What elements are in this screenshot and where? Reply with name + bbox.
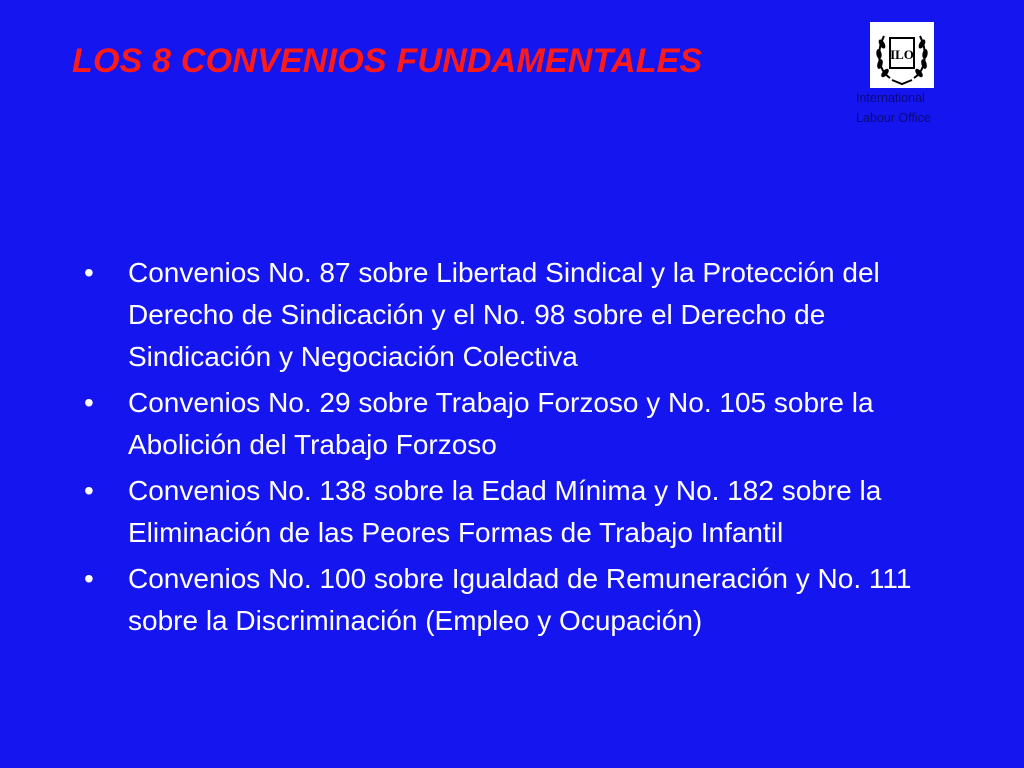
list-item-text: Convenios No. 87 sobre Libertad Sindical y la Protección del Derecho de Sindicación y el No. 98 sobre el Derecho de Sindicación y Negociación Colectiva — [128, 257, 880, 372]
ilo-logo — [852, 18, 962, 130]
slide-title: LOS 8 CONVENIOS FUNDAMENTALES — [72, 42, 703, 80]
list-item — [82, 558, 962, 642]
list-item-text: Convenios No. 138 sobre la Edad Mínima y No. 182 sobre la Eliminación de las Peores Formas de Trabajo Infantil — [128, 475, 882, 548]
list-item-text: Convenios No. 29 sobre Trabajo Forzoso y No. 105 sobre la Abolición del Trabajo Forzoso — [128, 387, 874, 460]
bullet-icon: • — [84, 257, 94, 288]
bullet-icon: • — [84, 387, 94, 418]
list-item — [82, 382, 962, 466]
bullet-icon: • — [84, 563, 94, 594]
convenios-list — [82, 252, 962, 646]
list-item — [82, 470, 962, 554]
list-item-text: Convenios No. 100 sobre Igualdad de Remuneración y No. 111 sobre la Discriminación (Empleo y Ocupación) — [128, 563, 912, 636]
bullet-icon: • — [84, 475, 94, 506]
list-item — [82, 252, 962, 378]
ilo-emblem-icon — [870, 22, 934, 88]
logo-line-international: International — [856, 91, 925, 105]
logo-line-labour-office: Labour Office — [856, 111, 931, 125]
ilo-emblem-lettering: ILO — [890, 47, 914, 62]
